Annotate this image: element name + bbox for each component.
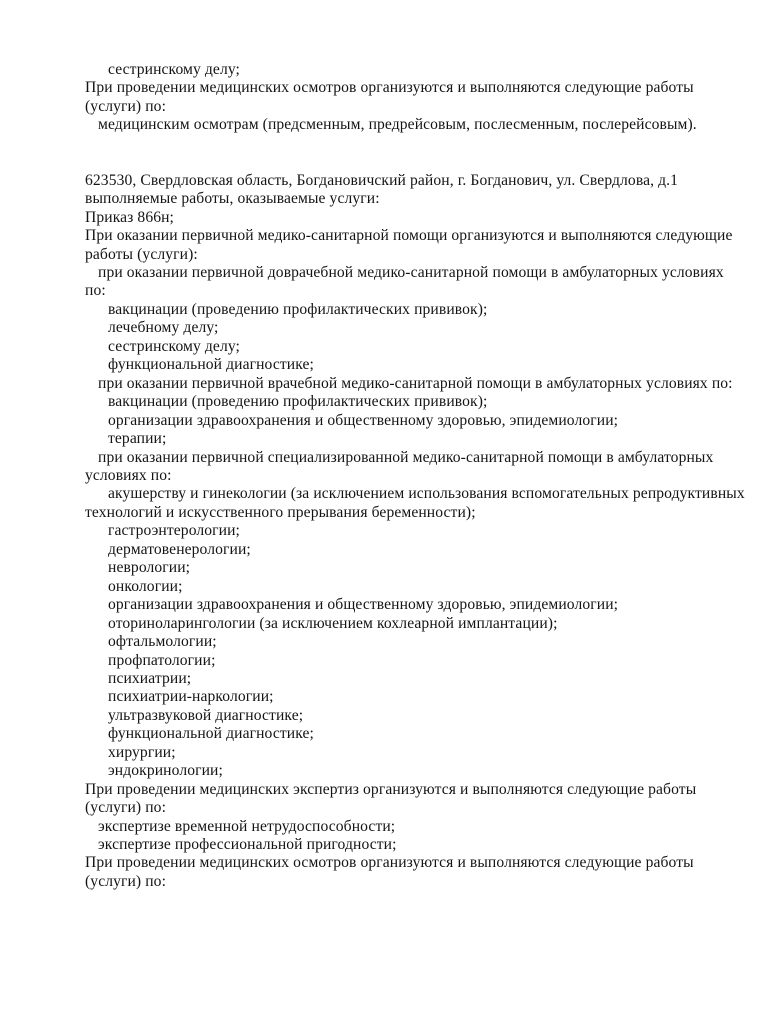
text-line: при оказании первичной доврачебной медико-санитарной помощи в амбулаторных условиях: [98, 263, 724, 281]
text-line: терапии;: [108, 430, 167, 448]
text-line: офтальмологии;: [108, 633, 217, 651]
text-line: (услуги) по:: [85, 872, 166, 890]
text-line: условиях по:: [85, 466, 172, 484]
text-line: онкологии;: [108, 577, 183, 595]
text-line: оториноларингологии (за исключением кохлеарной имплантации);: [108, 614, 558, 632]
text-line: (услуги) по:: [85, 97, 166, 115]
text-line: при оказании первичной специализированной медико-санитарной помощи в амбулаторных: [98, 448, 714, 466]
text-line: При проведении медицинских осмотров организуются и выполняются следующие работы: [85, 854, 694, 872]
text-line: гастроэнтерологии;: [108, 522, 240, 540]
text-line: акушерству и гинекологии (за исключением использования вспомогательных репродуктивных: [108, 485, 745, 503]
text-line: психиатрии;: [108, 669, 192, 687]
text-line: экспертизе профессиональной пригодности;: [98, 836, 397, 854]
text-line: функциональной диагностике;: [108, 725, 314, 743]
text-line: 623530, Свердловская область, Богдановичский район, г. Богданович, ул. Свердлова, д.1: [85, 171, 679, 189]
text-line: вакцинации (проведению профилактических прививок);: [108, 300, 488, 318]
text-line: хирургии;: [108, 743, 176, 761]
text-line: организации здравоохранения и общественному здоровью, эпидемиологии;: [108, 596, 619, 614]
blank-line: [85, 135, 731, 153]
text-line: (услуги) по:: [85, 799, 166, 817]
text-line: неврологии;: [108, 559, 191, 577]
text-line: вакцинации (проведению профилактических прививок);: [108, 393, 488, 411]
text-line: организации здравоохранения и общественному здоровью, эпидемиологии;: [108, 411, 619, 429]
text-line: При оказании первичной медико-санитарной помощи организуются и выполняются следующие: [85, 227, 733, 245]
text-line: сестринскому делу;: [108, 337, 240, 355]
text-line: лечебному делу;: [108, 319, 219, 337]
text-line: сестринскому делу;: [108, 61, 240, 78]
text-line: психиатрии-наркологии;: [108, 688, 274, 706]
text-line: профпатологии;: [108, 651, 216, 669]
text-line: ультразвуковой диагностике;: [108, 706, 304, 724]
blank-line: [85, 153, 731, 171]
text-line: медицинским осмотрам (предсменным, предрейсовым, послесменным, послерейсовым).: [98, 116, 697, 134]
text-line: дерматовенерологии;: [108, 540, 251, 558]
document-text-body: [85, 61, 745, 891]
text-line: функциональной диагностике;: [108, 356, 314, 374]
text-line: эндокринологии;: [108, 762, 223, 780]
text-line: технологий и искусственного прерывания беременности);: [85, 503, 476, 521]
text-line: При проведении медицинских осмотров организуются и выполняются следующие работы: [85, 79, 694, 97]
text-line: Приказ 866н;: [85, 208, 174, 226]
text-line: экспертизе временной нетрудоспособности;: [98, 817, 396, 835]
text-line: по:: [85, 282, 106, 300]
text-line: выполняемые работы, оказываемые услуги:: [85, 190, 380, 208]
text-line: при оказании первичной врачебной медико-санитарной помощи в амбулаторных условиях по:: [98, 374, 733, 392]
text-line: работы (услуги):: [85, 245, 198, 263]
text-line: При проведении медицинских экспертиз организуются и выполняются следующие работы: [85, 780, 697, 798]
